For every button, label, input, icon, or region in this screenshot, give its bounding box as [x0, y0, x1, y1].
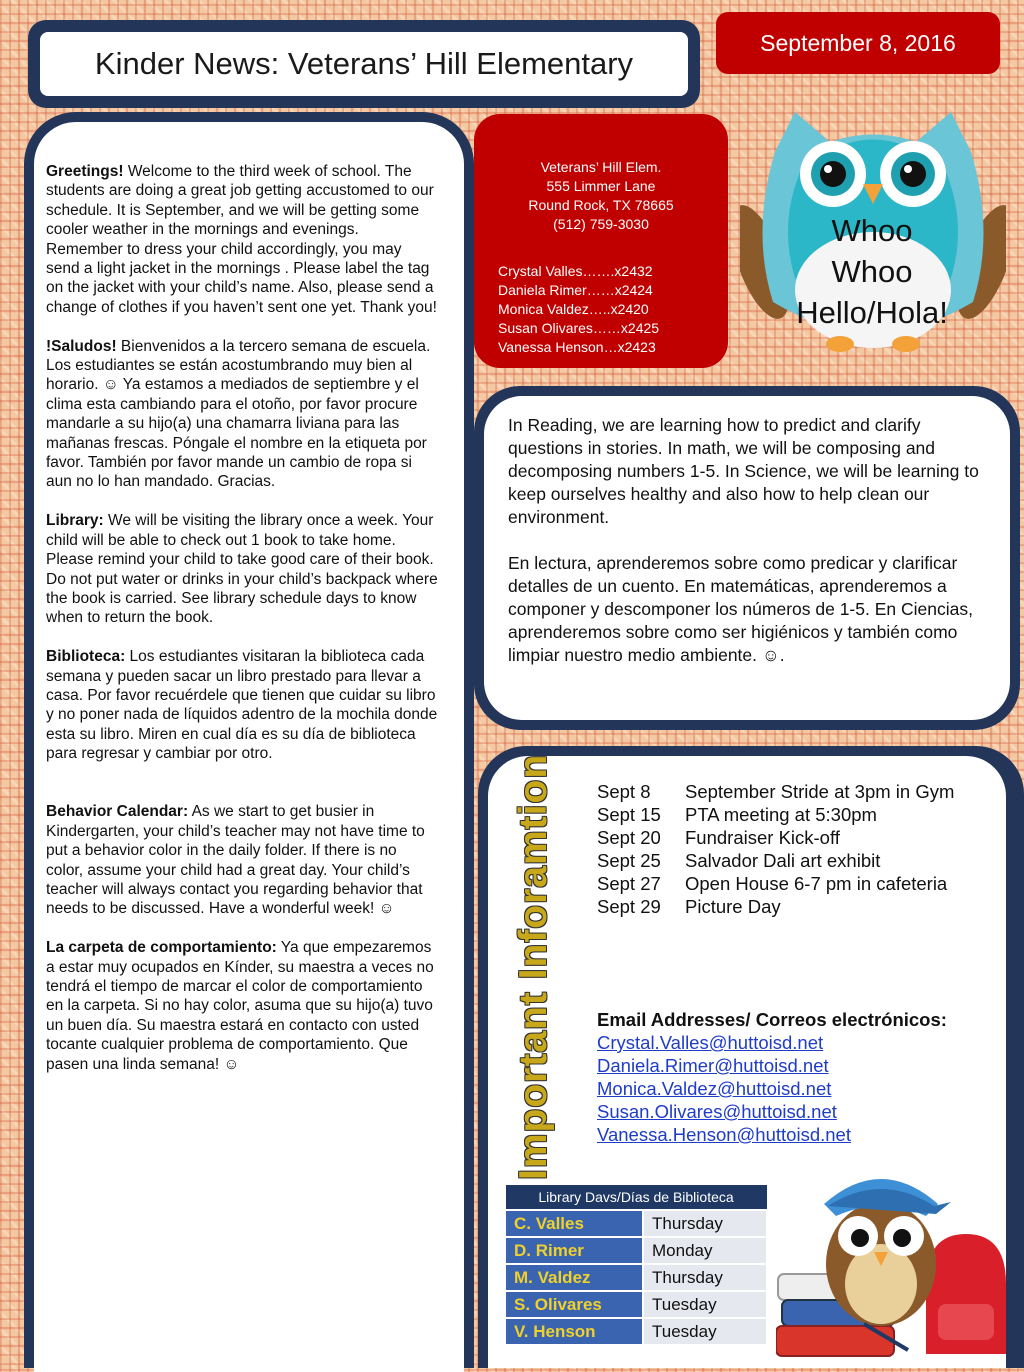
school-phone: (512) 759-3030: [553, 216, 649, 232]
school-city: Round Rock, TX 78665: [528, 197, 674, 213]
email-link-olivares[interactable]: Susan.Olivares@huttoisd.net: [597, 1101, 837, 1122]
library-day: Tuesday: [643, 1291, 767, 1318]
teacher-name: D. Rimer: [505, 1237, 643, 1264]
owl-with-books-illustration: [776, 1154, 1012, 1360]
emails-heading: Email Addresses/ Correos electrónicos:: [597, 1009, 947, 1030]
page-title: Kinder News: Veterans’ Hill Elementary: [94, 46, 634, 81]
library-day: Thursday: [643, 1264, 767, 1291]
event-row: [597, 780, 997, 803]
library-days-table: [504, 1184, 768, 1346]
table-row: [505, 1237, 767, 1264]
event-row: [597, 826, 997, 849]
event-date: Sept 27: [597, 873, 661, 894]
library-day: Monday: [643, 1237, 767, 1264]
behavior-paragraph: [46, 802, 438, 918]
behavior-label: Behavior Calendar:: [46, 803, 189, 821]
saludos-text: Bienvenidos a la tercero semana de escuela. Los estudiantes se están acostumbrando muy bien al horario. ☺ Ya estamos a mediados de septiembre y el clima esta cambiando para el otoño, por favor procure mandarle a su hijo(a) una chamarra liviana para las mañanas frescas. Póngale el nombre en la etiqueta por favor. También por favor mande un cambio de ropa si aun no lo han mandado. Gracias.: [46, 337, 431, 491]
table-row: [505, 1210, 767, 1237]
address-lines: [474, 158, 728, 234]
email-link-rimer[interactable]: Daniela.Rimer@huttoisd.net: [597, 1055, 829, 1076]
table-row: [505, 1291, 767, 1318]
important-information-title: Important Inforamtion: [512, 753, 555, 1180]
event-desc: Open House 6-7 pm in cafeteria: [685, 873, 948, 894]
owl-line: Whoo: [831, 213, 913, 248]
staff-extension: Susan Olivares……x2425: [498, 320, 660, 336]
date-badge: [716, 12, 1000, 74]
school-street: 555 Limmer Lane: [546, 178, 656, 194]
event-row: [597, 895, 997, 918]
event-date: Sept 20: [597, 827, 661, 848]
event-date: Sept 15: [597, 804, 661, 825]
newsletter-date: September 8, 2016: [760, 29, 956, 56]
staff-extension: Daniela Rimer……x2424: [498, 282, 653, 298]
event-desc: Picture Day: [685, 896, 781, 917]
email-link-valdez[interactable]: Monica.Valdez@huttoisd.net: [597, 1078, 832, 1099]
library-text: We will be visiting the library once a week. Your child will be able to check out 1 book to take home. Please remind your child to take good care of their book. Do not put water or drinks in your child’s backpack where the book is carried. See library schedule days to know when to return the book.: [46, 512, 438, 627]
staff-extension: Vanessa Henson…x2423: [498, 339, 656, 355]
library-paragraph: [46, 511, 438, 627]
event-row: [597, 849, 997, 872]
school-name: Veterans’ Hill Elem.: [540, 159, 662, 175]
biblioteca-paragraph: [46, 647, 438, 763]
owl-greeting: [782, 210, 962, 333]
carpeta-label: La carpeta de comportamiento:: [46, 939, 277, 957]
event-desc: PTA meeting at 5:30pm: [685, 804, 877, 825]
event-desc: Salvador Dali art exhibit: [685, 850, 881, 871]
table-row: [505, 1264, 767, 1291]
staff-extension: Monica Valdez…..x2420: [498, 301, 649, 317]
event-desc: September Stride at 3pm in Gym: [685, 781, 955, 802]
library-label: Library:: [46, 512, 104, 530]
carpeta-text: Ya que empezaremos a estar muy ocupados en Kínder, su maestra a veces no tendrá el tiempo de marcar el color de comportamiento en la carpeta. Si no hay color, asuma que su hijo(a) tuvo un buen día. Su maestra estará en contacto con usted tocante cualquier problema de comportamiento. Que pasen una linda semana! ☺: [46, 939, 434, 1073]
event-row: [597, 872, 997, 895]
staff-extensions: [498, 262, 718, 357]
owl-line: Whoo: [831, 254, 913, 289]
table-row: [505, 1318, 767, 1345]
curriculum-english: In Reading, we are learning how to predict and clarify questions in stories. In math, we will be composing and decomposing numbers 1-5. In Science, we will be learning to keep ourselves healthy and also how to help clean our environment.: [508, 415, 979, 527]
saludos-paragraph: [46, 337, 438, 492]
teacher-name: C. Valles: [505, 1210, 643, 1237]
behavior-text: As we start to get busier in Kindergarten, your child’s teacher may not have time to put a behavior color in the daily folder. If there is no color, assume your child had a great day. Your child’s teacher will always contact you regarding behavior that needs to be discussed. Have a wonderful week! ☺: [46, 803, 425, 918]
email-link-valles[interactable]: Crystal.Valles@huttoisd.net: [597, 1032, 824, 1053]
owl-line: Hello/Hola!: [796, 295, 948, 330]
event-date: Sept 8: [597, 781, 651, 802]
events-list: [597, 780, 997, 918]
carpeta-paragraph: [46, 938, 438, 1074]
email-link-henson[interactable]: Vanessa.Henson@huttoisd.net: [597, 1124, 851, 1145]
staff-extension: Crystal Valles…….x2432: [498, 263, 653, 279]
event-date: Sept 29: [597, 896, 661, 917]
greetings-paragraph: [46, 162, 438, 317]
teacher-name: M. Valdez: [505, 1264, 643, 1291]
event-row: [597, 803, 997, 826]
left-column-text: [46, 162, 438, 1093]
event-desc: Fundraiser Kick-off: [685, 827, 840, 848]
email-list: [597, 1008, 997, 1146]
biblioteca-label: Biblioteca:: [46, 648, 126, 666]
library-day: Thursday: [643, 1210, 767, 1237]
teacher-name: S. Olivares: [505, 1291, 643, 1318]
greetings-text: Welcome to the third week of school. The students are doing a great job getting accustomed to our schedule. It is September, and we will be getting some cooler weather in the mornings and evenings. Remember to dress your child accordingly, you may send a light jacket in the mornings . Please label the tag on the jacket with your child’s name. Also, please send a change of clothes if you haven’t sent one yet. Thank you!: [46, 163, 437, 316]
school-address-box: [474, 114, 728, 368]
curriculum-spanish: En lectura, aprenderemos sobre como predicar y clarificar detalles de un cuento. En matemáticas, aprenderemos a componer y descomponer los números de 1-5. En Ciencias, aprenderemos sobre como ser higiénicos y también como limpiar nuestro medio ambiente. ☺.: [508, 553, 973, 665]
greetings-label: Greetings!: [46, 163, 124, 180]
biblioteca-text: Los estudiantes visitaran la biblioteca cada semana y pueden sacar un libro prestado para llevar a casa. Por favor recuérdele que tienen que cuidar su libro y no poner nada de líquidos adentro de la mochila donde esta su libro. Miren en cual día es su día de biblioteca para regresar y cambiar por otro.: [46, 648, 438, 763]
curriculum-text: [508, 414, 994, 690]
event-date: Sept 25: [597, 850, 661, 871]
teacher-name: V. Henson: [505, 1318, 643, 1345]
library-table-header: Library Davs/Días de Biblioteca: [505, 1185, 767, 1211]
saludos-label: !Saludos!: [46, 337, 117, 355]
table-header-row: [505, 1185, 767, 1211]
title-box: [40, 32, 688, 96]
library-day: Tuesday: [643, 1318, 767, 1345]
